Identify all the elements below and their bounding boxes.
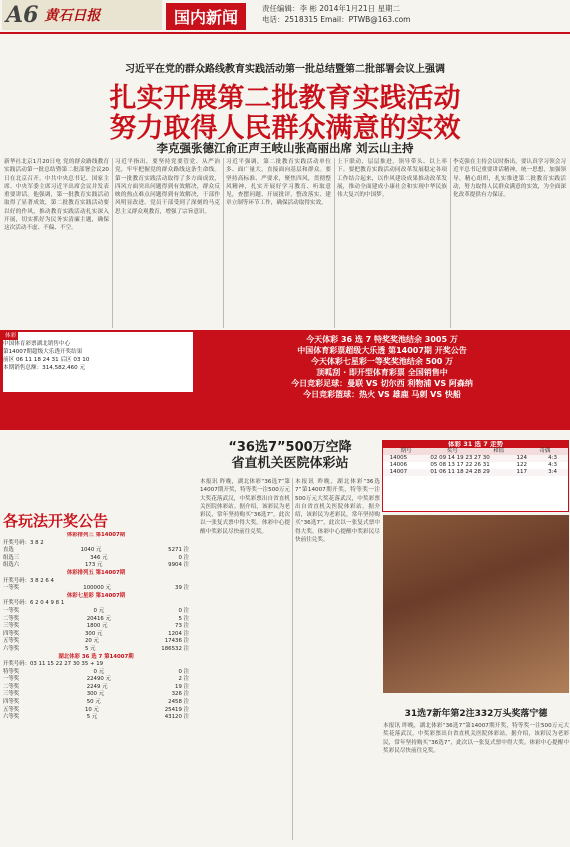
results-title: 各玩法开奖公告 [3, 512, 109, 530]
results-cell: 5271 注 [168, 547, 189, 554]
photo-caption: 31选7新年第2注332万头奖落宁德 [404, 709, 548, 719]
headline-byline: 李克强张德江俞正声王岐山张高丽出席 刘云山主持 [156, 141, 414, 155]
lottery-box-line: 前区 06 11 18 24 31 后区 03 10 [3, 357, 90, 363]
results-list [3, 532, 189, 842]
results-cell: 1204 注 [168, 630, 189, 637]
trend-table-cell: 3:4 [548, 469, 557, 475]
results-cell: 四等奖 [3, 630, 20, 637]
results-row [3, 714, 189, 722]
results-numbers: 开奖号码：3 8 2 6 4 [3, 577, 54, 584]
column-divider [334, 158, 335, 328]
trend-table-cell: 122 [516, 462, 527, 468]
trend-table-row [383, 469, 568, 476]
lottery-tag: 体彩 [5, 333, 17, 339]
results-cell: 43120 注 [164, 714, 189, 721]
article-column-1: 新华社北京1月20日电 党的群众路线教育实践活动第一批总结暨第二批部署会议20日在北京召开。中共中央总书记、国家主席、中央军委主席习近平出席会议并发表重要讲话。他强调，第一批教育实践活动取得了显著成效，第二批教育实践活动要以好的作风，推动教育实践活动扎实深入开展，切实抓好为民务实清廉主题，确保这次活动不虚、不偏、不空。 [4, 159, 109, 232]
header-rule [0, 32, 570, 34]
results-cell: 三等奖 [3, 691, 20, 698]
section-label: 国内新闻 [166, 3, 246, 30]
results-cell: 1800 元 [86, 623, 108, 630]
trend-table-body [383, 455, 568, 476]
lottery-line: 今日竞彩足球：曼联 VS 切尔西 利物浦 VS 阿森纳 [291, 379, 473, 388]
trend-table-cell: 14005 [389, 455, 408, 461]
trend-table-cell: 14007 [389, 469, 408, 475]
headline-line-2: 努力取得人民群众满意的实效 [109, 113, 461, 144]
results-cell: 2 注 [178, 676, 189, 683]
results-section-head: 体彩七星彩 第14007期 [66, 592, 126, 599]
meta-contact: 电话：2518315 Email：PTWB@163.com [262, 15, 411, 24]
results-cell: 特等奖 [3, 668, 20, 675]
lottery-box-line: 第14007期超级大乐透开奖结果 [3, 349, 83, 355]
results-cell: 六等奖 [3, 645, 20, 652]
results-cell: 5 元 [84, 645, 96, 652]
trend-table-header [383, 448, 568, 455]
results-cell: 50 元 [86, 699, 101, 706]
lottery-line: 顶呱刮 · 即开型体育彩票 全国销售中 [316, 368, 448, 377]
results-cell: 5 元 [86, 714, 98, 721]
results-cell: 2249 元 [86, 683, 108, 690]
meta-editor-date: 责任编辑：李 彬 2014年1月21日 星期二 [262, 4, 401, 13]
trend-table-cell: 01 06 11 18 24 28 29 [430, 469, 490, 475]
results-cell: 五等奖 [3, 638, 20, 645]
results-cell: 2458 注 [168, 699, 189, 706]
results-cell: 346 元 [90, 554, 108, 561]
story-column-1: 本报讯 昨晚，湖北体彩“36选7”第14007期开奖，特等奖一注500万元大奖花落武汉，中奖彩票出自省直机关医院体彩站。据介绍，该彩民为老彩民，常年坚持购买“36选7”，此次以一张复式票中得大奖。体彩中心提醒中奖彩民尽快前往兑奖。 [200, 479, 290, 535]
article-column-2: 习近平指出，要坚持党要管党、从严治党，牢牢把握党的群众路线这条生命线。第一批教育实践活动取得了多方面成效，四风方面突出问题得到有效解决，群众反映的热点难点问题得到有效解决，干部作风明显改进。党员干部受到了深刻的马克思主义群众观教育，增强了宗旨意识。 [115, 159, 220, 215]
lottery-line: 中国体育彩票超级大乐透 第14007期 开奖公告 [297, 346, 467, 355]
trend-table [382, 440, 569, 512]
masthead-logo [2, 0, 162, 30]
results-section-head: 湖北体彩 36 选 7 第14007期 [58, 653, 134, 660]
lottery-box-line: 中国体育彩票湖北销售中心 [3, 341, 71, 347]
trend-table-cell: 117 [516, 469, 527, 475]
trend-table-cell: 02 09 14 19 23 27 30 [430, 455, 490, 461]
results-cell: 0 注 [178, 668, 189, 675]
headline-kicker: 习近平在党的群众路线教育实践活动第一批总结暨第二批部署会议上强调 [125, 64, 445, 75]
lottery-banner-lines [196, 334, 568, 400]
results-cell: 19 注 [175, 683, 189, 690]
results-cell: 5 注 [178, 615, 189, 622]
trend-table-row [383, 455, 568, 462]
results-cell: 9904 注 [168, 562, 189, 569]
story-headline [200, 440, 380, 472]
results-row [3, 646, 189, 654]
results-cell: 0 元 [93, 668, 105, 675]
results-cell: 一等奖 [3, 607, 20, 614]
photo-story-text: 本报讯 昨晚，湖北体彩“36选7”第14007期开奖，特等奖一注500万元大奖花落武汉，中奖彩票出自省直机关医院体彩站。据介绍，该彩民为老彩民，常年坚持购买“36选7”，此次以一张复式票中得大奖。体彩中心提醒中奖彩民尽快前往兑奖。 [383, 723, 569, 754]
results-row [3, 616, 189, 624]
headline-line-1: 扎实开展第二批教育实践活动 [109, 83, 461, 114]
trend-table-col: 和值 [493, 448, 505, 454]
results-cell: 一等奖 [3, 676, 20, 683]
results-row [3, 638, 189, 646]
results-row [3, 699, 189, 707]
trend-table-col: 奖号 [446, 448, 458, 454]
results-section-head: 体彩排列三 第14007期 [66, 532, 126, 538]
results-cell: 二等奖 [3, 683, 20, 690]
lottery-notice-box [3, 332, 193, 392]
results-cell: 73 注 [175, 623, 189, 630]
results-cell: 10 元 [84, 706, 99, 713]
results-cell: 二等奖 [3, 615, 20, 622]
trend-table-col: 期号 [400, 448, 412, 454]
trend-table-title: 体彩 31 选 7 走势 [383, 441, 568, 448]
lottery-line: 今天体彩 36 选 7 特奖奖池结余 3005 万 [306, 335, 458, 344]
results-cell: 17436 注 [164, 638, 189, 645]
column-divider [292, 478, 293, 840]
results-cell: 39 注 [175, 585, 189, 592]
results-cell: 300 元 [84, 630, 103, 637]
results-cell: 173 元 [84, 562, 103, 569]
story-title-1: “36选7”500万空降 [228, 440, 352, 455]
results-row [3, 562, 189, 570]
results-cell: 三等奖 [3, 623, 20, 630]
column-divider [112, 158, 113, 328]
article-column-4: 上下联动，层层推进，领导带头、以上率下。要把教育实践活动同改革发展稳定各项工作结合起来，以作风建设成果推动改革发展，推动全面建成小康社会和实现中华民族伟大复兴的中国梦。 [337, 159, 447, 199]
results-cell: 五等奖 [3, 706, 20, 713]
trend-table-cell: 4:3 [548, 462, 557, 468]
results-cell: 0 注 [178, 607, 189, 614]
trend-table-cell: 05 08 13 17 22 26 31 [430, 462, 490, 468]
results-cell: 1040 元 [80, 547, 102, 554]
results-cell: 直选 [3, 547, 14, 554]
paper-name: 黄石日报 [44, 8, 101, 24]
page-header [0, 0, 570, 44]
results-cell: 0 元 [93, 607, 105, 614]
results-cell: 四等奖 [3, 699, 20, 706]
results-cell: 组选六 [3, 562, 20, 569]
results-row [3, 608, 189, 616]
news-photo [383, 515, 569, 719]
article-column-5: 李克强在主持会议时指出，要认真学习领会习近平总书记重要讲话精神，统一思想，加强领导，精心组织，扎实推进第二批教育实践活动，努力取得人民群众满意的实效，为全面深化改革提供有力保证。 [453, 159, 566, 199]
results-cell: 300 元 [86, 691, 105, 698]
article-column-3: 习近平强调，第二批教育实践活动单位多、面广量大，直接面向基层和群众。要坚持高标准、严要求，聚焦四风，贯彻整风精神，扎实开展好学习教育、听取意见，查摆问题、开展批评，整改落实、建章立制等环节工作，确保活动取得实效。 [226, 159, 331, 207]
lottery-line: 今日竞彩篮球：热火 VS 雄鹿 马刺 VS 快船 [303, 390, 461, 399]
results-cell: 0 注 [178, 554, 189, 561]
results-cell: 25419 注 [164, 706, 189, 713]
trend-table-cell: 4:3 [548, 455, 557, 461]
trend-table-row [383, 462, 568, 469]
results-cell: 186532 注 [161, 645, 189, 652]
results-cell: 六等奖 [3, 714, 20, 721]
header-meta [262, 3, 562, 25]
lottery-box-line: 本期销售总额：314,582,460 元 [3, 365, 86, 371]
trend-table-cell: 124 [516, 455, 527, 461]
results-cell: 326 注 [171, 691, 189, 698]
results-cell: 组选三 [3, 554, 20, 561]
results-numbers: 开奖号码：03 11 15 22 27 30 35 + 19 [3, 661, 104, 668]
column-divider [223, 158, 224, 328]
results-cell: 一等奖 [3, 585, 20, 592]
story-column-2: 本报讯 昨晚，湖北体彩“36选7”第14007期开奖，特等奖一注500万元大奖花落武汉，中奖彩票出自省直机关医院体彩站。据介绍，该彩民为老彩民，常年坚持购买“36选7”，此次以一张复式票中得大奖。体彩中心提醒中奖彩民尽快前往兑奖。 [295, 479, 380, 544]
results-cell: 20 元 [84, 638, 99, 645]
results-cell: 20416 元 [86, 615, 111, 622]
results-row [3, 547, 189, 555]
results-numbers: 开奖号码：6 2 0 4 9 8 1 [3, 600, 65, 607]
column-divider [450, 158, 451, 328]
results-row [3, 623, 189, 631]
results-cell: 22490 元 [86, 676, 111, 683]
trend-table-cell: 14006 [389, 462, 408, 468]
story-title-2: 省直机关医院体彩站 [231, 456, 349, 471]
results-numbers: 开奖号码：3 8 2 [3, 539, 44, 546]
lottery-line: 今天体彩七星彩一等奖奖池结余 500 万 [310, 357, 454, 366]
results-section-head: 体彩排列五 第14007期 [66, 569, 126, 576]
results-cell: 100000 元 [83, 585, 111, 592]
results-row [3, 691, 189, 699]
results-row [3, 585, 189, 593]
page-number: A6 [6, 2, 39, 28]
results-row [3, 676, 189, 684]
trend-table-col: 奇偶 [539, 448, 551, 454]
